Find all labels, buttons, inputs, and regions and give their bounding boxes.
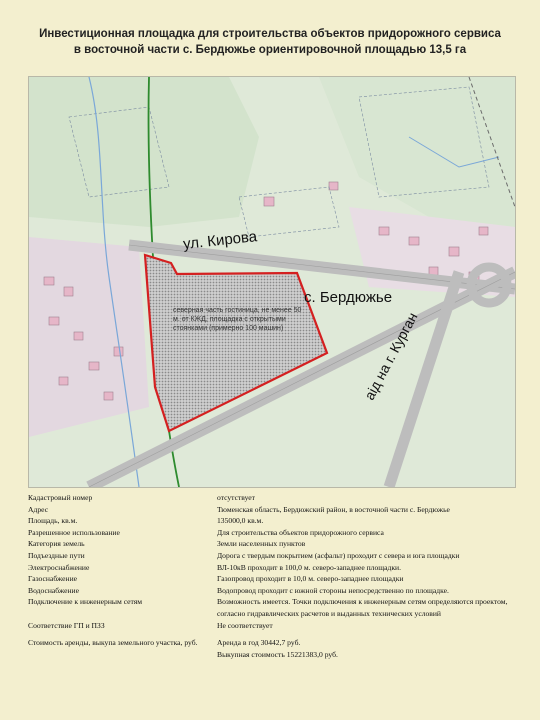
map-graphic: [29, 77, 515, 487]
residential-area: [29, 237, 149, 437]
green-area: [29, 77, 259, 227]
street-label: ул. Кирова: [182, 228, 258, 253]
row-value: Земли населенных пунктов: [217, 539, 306, 549]
table-row: [28, 538, 520, 550]
row-key: Кадастровый номер: [28, 493, 93, 502]
table-row: [28, 573, 520, 585]
table-row: [28, 492, 520, 504]
row-key: Газоснабжение: [28, 574, 78, 584]
row-value: Водопровод проходит с южной стороны непосредственно по площадке.: [217, 585, 449, 595]
row-value: Дорога с твердым покрытием (асфальт) проходит с севера и юга площадки: [217, 550, 460, 560]
row-value: Аренда в год 30442,7 руб. Выкупная стоимость 15221383,0 руб.: [217, 638, 338, 659]
table-row: [28, 550, 520, 562]
row-value: Газопровод проходит в 10,0 м. северо-западнее площадки: [217, 574, 404, 584]
table-row: [28, 596, 520, 619]
plot-note: северная часть гостиница, не менее 50 м. от КЖД, площадка с открытыми стоянками (примерно 100 машин): [173, 307, 302, 332]
title-line-2: в восточной части с. Бердюжье ориентировочной площадью 13,5 га: [73, 44, 467, 56]
table-row: [28, 515, 520, 527]
row-key: Адрес: [28, 504, 49, 514]
row-key: Стоимость аренды, выкупа земельного участка, руб.: [28, 638, 198, 648]
row-value: Не соответствует: [217, 620, 273, 630]
row-key: Разрешенное использование: [28, 527, 120, 537]
village-label: с. Бердюжье: [304, 289, 393, 306]
row-key: Подключение к инженерным сетям: [28, 597, 143, 607]
site-map: [28, 76, 516, 488]
row-key: Соответствие ГП и ПЗЗ: [28, 620, 105, 630]
row-key: Площадь, кв.м.: [28, 516, 78, 526]
table-row: [28, 504, 520, 516]
table-row: [28, 631, 520, 660]
title-line-1: Инвестиционная площадка для строительства объектов придорожного сервиса: [39, 28, 501, 40]
info-table: [28, 492, 520, 660]
table-row: [28, 620, 520, 632]
row-key: Электроснабжение: [28, 562, 90, 572]
table-row: [28, 562, 520, 574]
table-row: [28, 585, 520, 597]
row-value: Для строительства объектов придорожного сервиса: [217, 527, 384, 537]
row-value: Возможность имеется. Точки подключения к инженерным сетям определяются проектом, согласно гидравлических расчетов и выданных технических условий: [217, 597, 508, 618]
row-value: 135000,0 кв.м.: [217, 516, 264, 526]
row-value: Тюменская область, Бердюжский район, в восточной части с. Бердюжье: [217, 504, 450, 514]
table-row: [28, 527, 520, 539]
page-title: [20, 26, 520, 58]
row-key: Подъездные пути: [28, 550, 85, 560]
row-value: ВЛ-10кВ проходит в 100,0 м. северо-западнее площадки.: [217, 562, 401, 572]
row-value: отсутствует: [217, 493, 255, 502]
road-label: аід на г. Курган: [361, 309, 421, 403]
row-key: Водоснабжение: [28, 585, 79, 595]
row-key: Категория земель: [28, 539, 85, 549]
